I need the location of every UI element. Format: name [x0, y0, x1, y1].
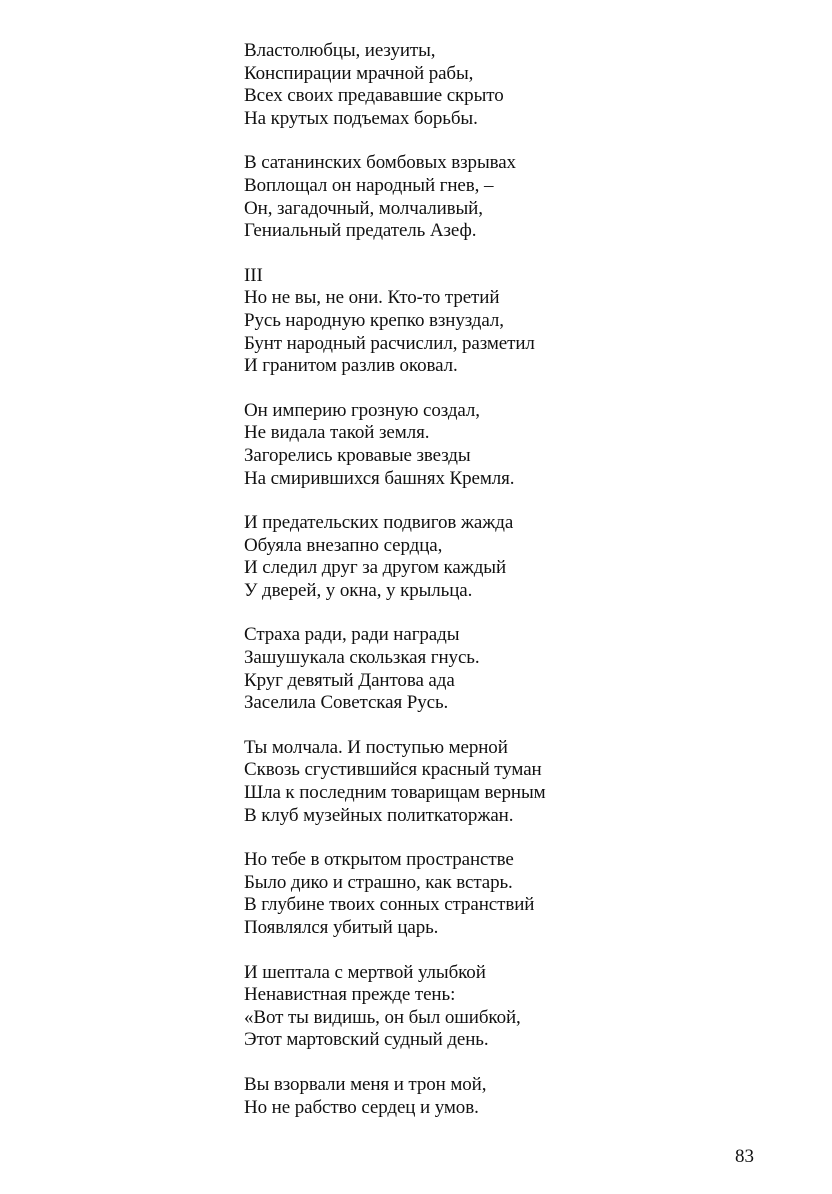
poem-line: Появлялся убитый царь. — [244, 917, 439, 938]
poem-line: «Вот ты видишь, он был ошибкой, — [244, 1006, 521, 1028]
poem-line: На крутых подъемах борьбы. — [244, 107, 478, 129]
poem-line: Было дико и страшно, как встарь. — [244, 871, 513, 893]
stanza — [244, 512, 804, 602]
poem-line: Властолюбцы, иезуиты, — [244, 40, 436, 61]
poem-line: В глубине твоих сонных странствий — [244, 894, 535, 916]
stanza — [244, 737, 804, 827]
page-number: 83 — [735, 1146, 754, 1167]
stanza — [244, 400, 804, 490]
stanza — [244, 152, 804, 242]
poem-line: Воплощал он народный гнев, – — [244, 174, 494, 196]
poem-line: Но не рабство сердец и умов. — [244, 1096, 479, 1118]
poem-line: Конспирации мрачной рабы, — [244, 62, 474, 84]
poem-line: И гранитом разлив оковал. — [244, 355, 458, 377]
poem-line: Круг девятый Дантова ада — [244, 669, 455, 691]
poem-line: Вы взорвали меня и трон мой, — [244, 1073, 487, 1095]
poem-line: Страха ради, ради награды — [244, 624, 460, 646]
poem-line: Не видала такой земля. — [244, 422, 430, 444]
poem-line: Он, загадочный, молчаливый, — [244, 197, 483, 219]
poem-line: Шла к последним товарищам верным — [244, 782, 546, 804]
poem-line: Обуяла внезапно сердца, — [244, 534, 443, 556]
poem-line: Бунт народный расчислил, разметил — [244, 332, 535, 354]
poem-line: И предательских подвигов жажда — [244, 512, 514, 534]
stanza — [244, 40, 804, 130]
poem-line: Гениальный предатель Азеф. — [244, 220, 477, 242]
stanza — [244, 849, 804, 939]
poem-line: Сквозь сгустившийся красный туман — [244, 759, 542, 781]
stanza — [244, 1074, 804, 1119]
poem-line: У дверей, у окна, у крыльца. — [244, 579, 473, 601]
poem-line: В сатанинских бомбовых взрывах — [244, 152, 516, 174]
poem-line: Ты молчала. И поступью мерной — [244, 736, 508, 758]
stanza — [244, 624, 804, 714]
poem-line: И шептала с мертвой улыбкой — [244, 961, 486, 983]
stanza — [244, 962, 804, 1052]
poem-line: Загорелись кровавые звезды — [244, 444, 471, 466]
poem-line: Но не вы, не они. Кто-то третий — [244, 287, 500, 309]
poem-line: Этот мартовский судный день. — [244, 1029, 489, 1051]
poem-line: На смирившихся башнях Кремля. — [244, 467, 515, 489]
poem-text — [244, 40, 804, 1141]
poem-line: Он империю грозную создал, — [244, 399, 480, 421]
poem-line: Всех своих предававшие скрыто — [244, 85, 504, 107]
poem-line: Зашушукала скользкая гнусь. — [244, 647, 480, 669]
stanza — [244, 265, 804, 378]
poem-line: В клуб музейных политкаторжан. — [244, 804, 514, 826]
poem-line: Заселила Советская Русь. — [244, 692, 449, 714]
poem-line: И следил друг за другом каждый — [244, 557, 507, 579]
section-number: III — [244, 264, 263, 286]
poem-line: Ненавистная прежде тень: — [244, 984, 456, 1006]
poem-line: Но тебе в открытом пространстве — [244, 849, 514, 871]
poem-line: Русь народную крепко взнуздал, — [244, 309, 504, 331]
